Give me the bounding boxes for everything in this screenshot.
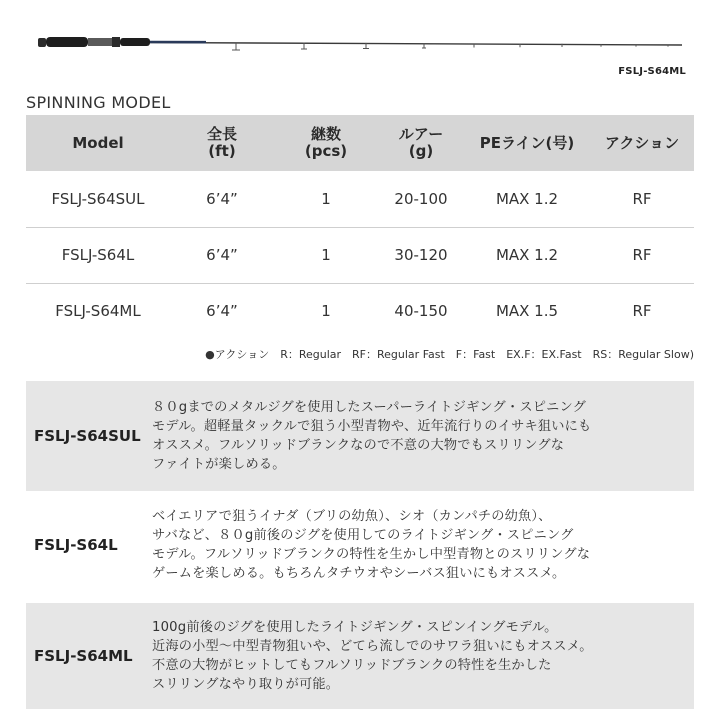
action-legend: ●アクション R：Regular RF：Regular Fast F：Fast EX.F：EX.Fast RS：Regular Slow) [205, 348, 694, 361]
spec-table [26, 115, 694, 339]
header-length: 全長 (ft) [206, 125, 237, 160]
cell-pe-line: MAX 1.2 [495, 189, 559, 208]
cell-pe-line: MAX 1.5 [495, 302, 559, 321]
cell-pieces: 1 [321, 189, 331, 208]
cell-pieces: 1 [321, 246, 331, 264]
cell-pe-line: MAX 1.2 [495, 246, 559, 264]
cell-length: 6’4” [206, 246, 238, 264]
cell-lure: 20-100 [394, 189, 448, 208]
description-model-name: FSLJ-S64L [34, 536, 118, 554]
cell-model: FSLJ-S64L [61, 246, 135, 264]
description-block [26, 493, 694, 597]
description-block [26, 381, 694, 491]
cell-length: 6’4” [206, 189, 238, 208]
cell-model: FSLJ-S64ML [55, 302, 141, 321]
cell-length: 6’4” [206, 302, 238, 321]
description-block [26, 603, 694, 709]
cell-action: RF [632, 189, 652, 208]
cell-action: RF [632, 246, 652, 264]
header-pe-line: PEライン(号) [479, 133, 575, 152]
table-row [26, 227, 694, 283]
table-row [26, 171, 694, 227]
description-model-name: FSLJ-S64ML [34, 647, 133, 665]
header-pieces: 継数 (pcs) [304, 125, 348, 160]
section-title: SPINNING MODEL [26, 93, 171, 112]
header-lure: ルアー (g) [398, 125, 444, 160]
fishing-rod-image [36, 30, 686, 60]
cell-lure: 40-150 [394, 302, 448, 321]
table-row [26, 283, 694, 339]
header-model: Model [72, 133, 124, 152]
header-action: アクション [604, 133, 680, 152]
spec-header-row [26, 115, 694, 171]
cell-pieces: 1 [321, 302, 331, 321]
description-text: 100g前後のジグを使用したライトジギング・スピンイングモデル。 近海の小型〜中型青物狙いや、どてら流しでのサワラ狙いにもオススメ。 不意の大物がヒットしてもフルソリッドブランクの特性を生かした スリリングなやり取りが可能。 [152, 620, 593, 692]
description-model-name: FSLJ-S64SUL [34, 427, 141, 445]
description-text: ８０gまでのメタルジグを使用したスーパーライトジギング・スピニング モデル。超軽量タックルで狙う小型青物や、近年流行りのイサキ狙いにも オススメ。フルソリッドブランクなので不意の大物でもスリリングな ファイトが楽しめる。 [152, 400, 592, 472]
cell-lure: 30-120 [394, 246, 448, 264]
rod-model-caption: FSLJ-S64ML [618, 66, 686, 77]
cell-model: FSLJ-S64SUL [51, 189, 145, 208]
description-text: ベイエリアで狙うイナダ（ブリの幼魚）、シオ（カンパチの幼魚）、 サバなど、８０g前後のジグを使用してのライトジギング・スピニング モデル。フルソリッドブランクの特性を生かし中型青物とのスリリングな ゲームを楽しめる。もちろんタチウオやシーバス狙いにもオススメ。 [152, 509, 591, 581]
cell-action: RF [632, 302, 652, 321]
